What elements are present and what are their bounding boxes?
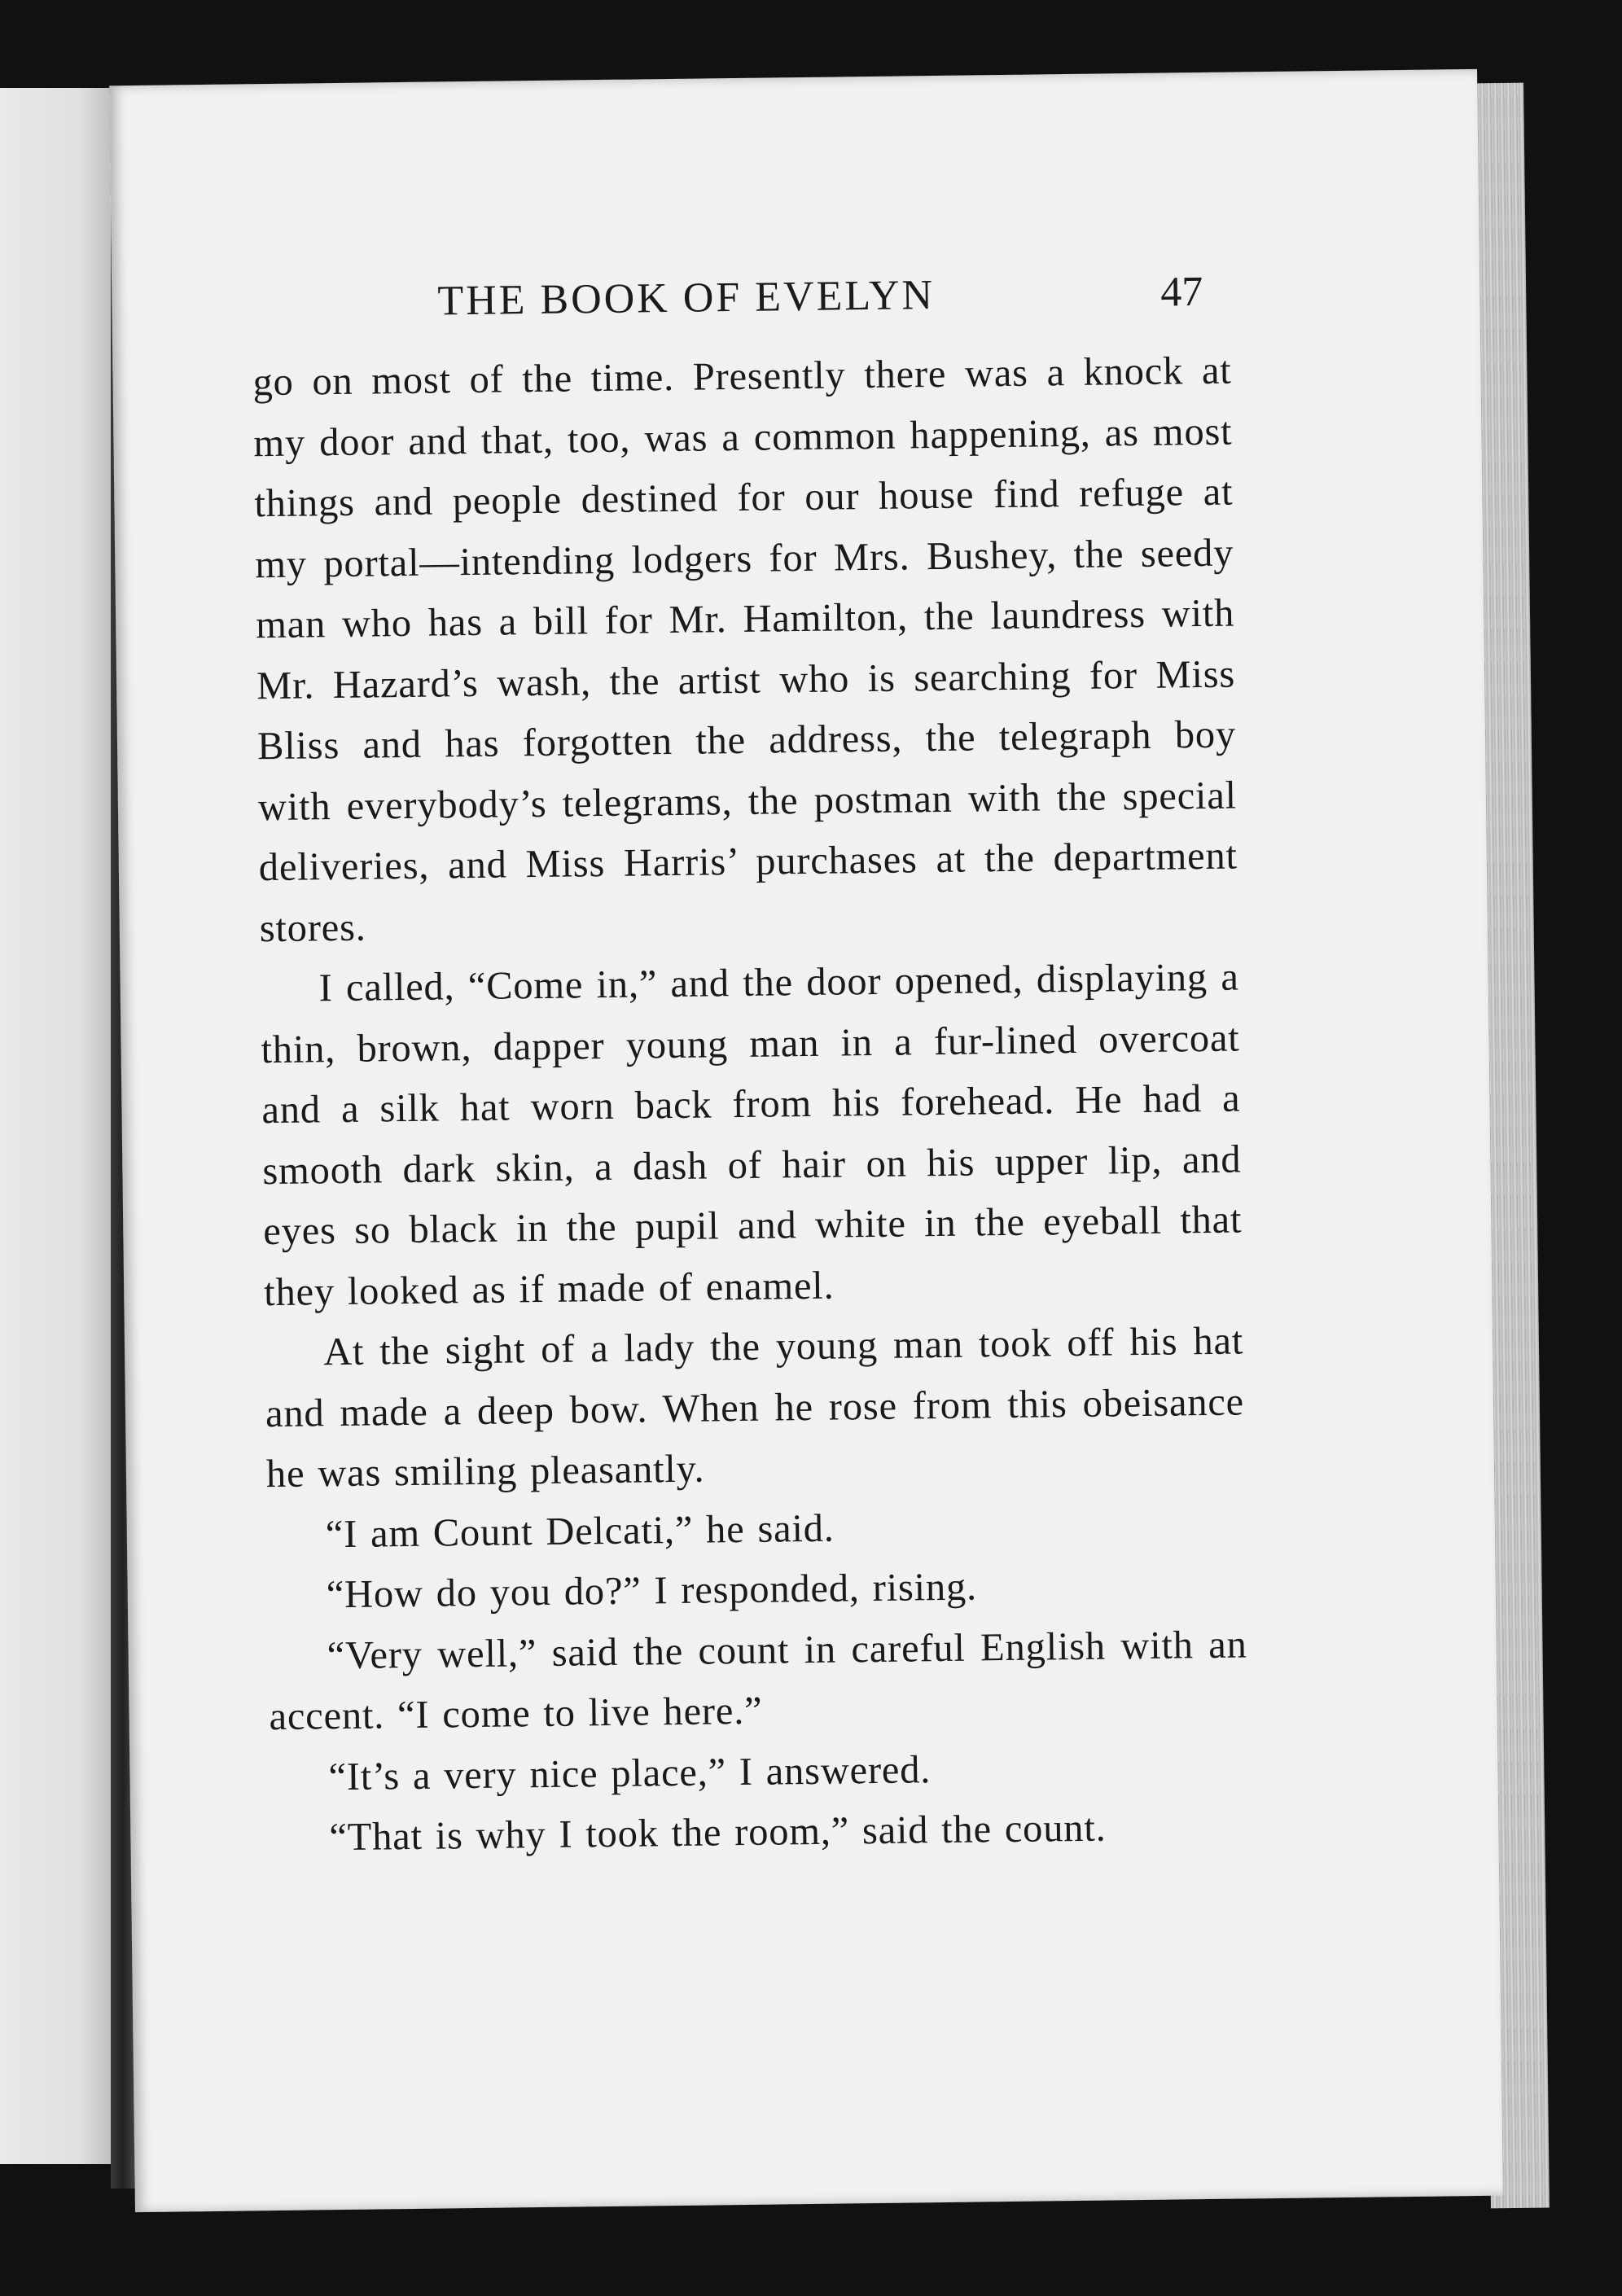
paragraph: “That is why I took the room,” said the count. [329,1806,1107,1860]
page-number: 47 [1160,268,1203,316]
book-page [109,69,1503,2212]
paragraph: At the sight of a lady the young man took off his hat and made a deep bow. When he rose from this obeisance he was smiling pleasantly. [265,1319,1245,1496]
running-title: THE BOOK OF EVELYN [437,271,936,325]
paragraph: “Very well,” said the count in careful English with an accent. “I come to live here.” [269,1622,1247,1739]
paragraph: go on most of the time. Presently there was a knock at my door and that, too, was a common happening, as most things and people destined for our house find refuge at my portal—intending lodgers for Mrs. Bushey, the seedy man who has a bill for Mr. Hamilton, the laundress with Mr. Hazard’s wash, the artist who is searching for Miss Bliss and has forgotten the address, the telegraph boy with everybody’s telegrams, the postman with the special deliveries, and Miss Harris’ purchases at the department stores. [252,348,1238,950]
paragraph: “It’s a very nice place,” I answered. [328,1747,932,1799]
paragraph: “How do you do?” I responded, rising. [326,1565,978,1617]
body-text [252,341,1250,1869]
facing-page-edge [0,88,114,2164]
running-head [112,265,1480,325]
paragraph: “I am Count Delcati,” he said. [325,1506,835,1556]
paragraph: I called, “Come in,” and the door opened, displaying a thin, brown, dapper young man in a fur-lined overcoat and a silk hat worn back from his forehead. He had a smooth dark skin, a dash of hair on his upper lip, and eyes so black in the pupil and white in the eyeball that they looked as if made of enamel. [261,955,1243,1314]
